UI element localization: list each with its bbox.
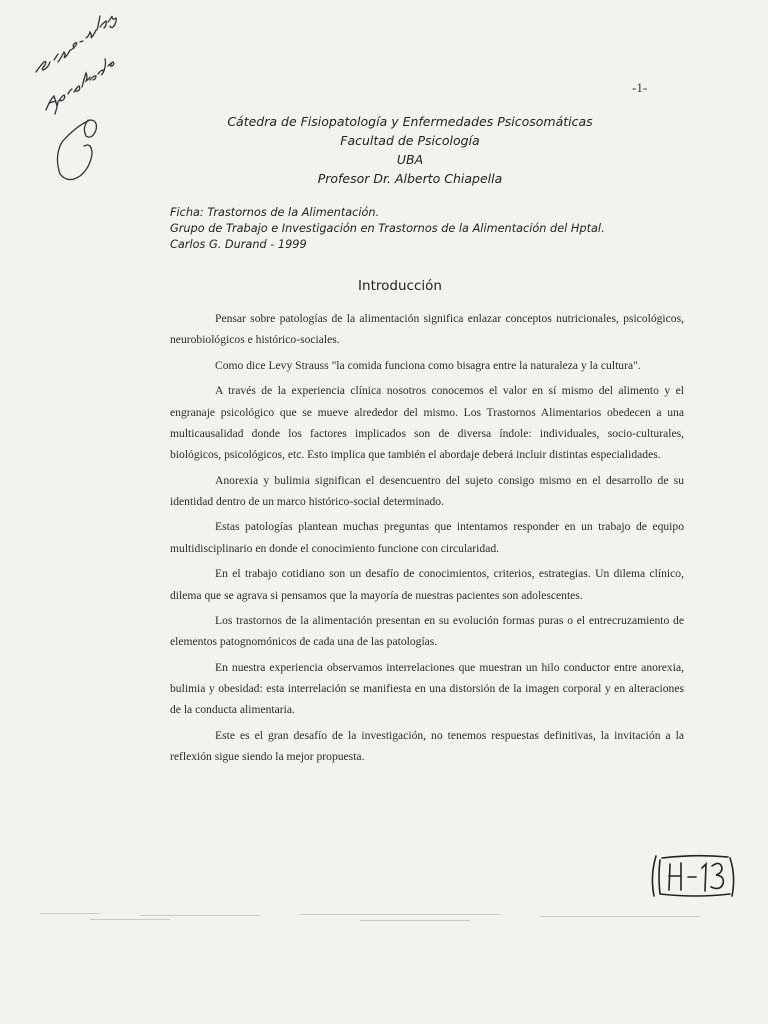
- ficha-group: Grupo de Trabajo e Investigación en Trastornos de la Alimentación del Hptal.: [170, 222, 605, 235]
- header-faculty: Facultad de Psicología: [340, 133, 480, 148]
- paragraph: Los trastornos de la alimentación presentan en su evolución formas puras o el entrecruzamiento de elementos patognomónicos de cada una de las patologías.: [170, 613, 684, 649]
- header-chair: Cátedra de Fisiopatología y Enfermedades Psicosomáticas: [227, 114, 593, 129]
- body-text: [170, 308, 684, 772]
- paragraph: En nuestra experiencia observamos interrelaciones que muestran un hilo conductor entre anorexia, bulimia y obesidad: esta interrelación se manifiesta en una distorsión de la imagen corporal y en alteraciones de la conducta alimentaria.: [170, 660, 684, 717]
- paragraph: Como dice Levy Strauss "la comida funciona como bisagra entre la naturaleza y la cultura".: [215, 358, 641, 372]
- paragraph: Anorexia y bulimia significan el desencuentro del sujeto consigo mismo en el desarrollo de su identidad dentro de un marco histórico-social determinado.: [170, 473, 684, 508]
- header-professor: Profesor Dr. Alberto Chiapella: [317, 171, 503, 186]
- header-university: UBA: [396, 152, 424, 167]
- document-header: [140, 112, 680, 188]
- paragraph: En el trabajo cotidiano son un desafío de conocimientos, criterios, estrategias. Un dilema clínico, dilema que se agrava si pensamos que la mayoría de nuestras pacientes son adolescentes.: [170, 567, 684, 602]
- handwritten-annotation: [24, 2, 144, 197]
- ficha-title: Ficha: Trastornos de la Alimentación.: [170, 206, 380, 219]
- ficha-block: [170, 205, 710, 253]
- handwritten-stamp: [648, 852, 740, 900]
- paragraph: Este es el gran desafío de la investigación, no tenemos respuestas definitivas, la invitación a la reflexión sigue siendo la mejor propuesta.: [170, 728, 684, 764]
- page-number: -1-: [632, 80, 648, 95]
- scan-noise: [0, 905, 768, 935]
- paragraph: Estas patologías plantean muchas preguntas que intentamos responder en un trabajo de equipo multidisciplinario en donde el conocimiento funcione con circularidad.: [170, 520, 684, 555]
- section-title: Introducción: [358, 278, 442, 294]
- paragraph: A través de la experiencia clínica nosotros conocemos el valor en sí mismo del alimento y el engranaje psicológico que se mueve alrededor del mismo. Los Trastornos Alimentarios obedecen a una multicausalidad donde los factores implicados son de diversa índole: individuales, socio-culturales, biológicos, psicológicos, etc. Esto implica que también el abordaje deberá incluir distintas especialidades.: [170, 384, 684, 462]
- ficha-author-year: Carlos G. Durand - 1999: [170, 238, 307, 251]
- paragraph: Pensar sobre patologías de la alimentación significa enlazar conceptos nutricionales, psicológicos, neurobiológicos e histórico-sociales.: [170, 312, 684, 347]
